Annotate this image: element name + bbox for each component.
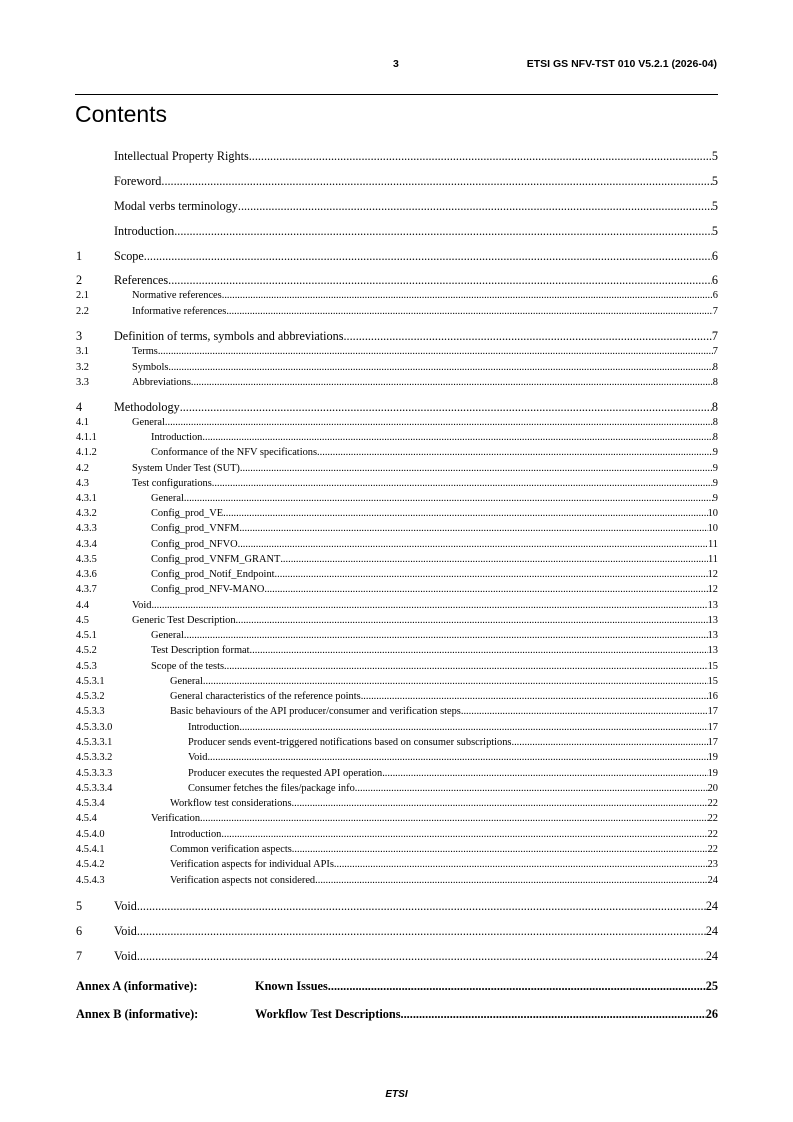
toc-entry-title: Symbols xyxy=(132,362,169,373)
toc-entry[interactable] xyxy=(76,662,718,672)
toc-entry-number: 4.3.1 xyxy=(76,493,97,504)
toc-dot-leader xyxy=(238,540,708,550)
toc-dot-leader xyxy=(168,363,712,373)
toc-entry[interactable] xyxy=(76,692,718,702)
header-rule xyxy=(75,94,718,95)
toc-entry[interactable] xyxy=(76,433,718,443)
toc-entry[interactable] xyxy=(76,570,718,580)
toc-dot-leader xyxy=(180,401,712,413)
toc-entry-number: 4.3 xyxy=(76,478,89,489)
toc-entry-title: Intellectual Property Rights xyxy=(114,149,249,163)
toc-dot-leader xyxy=(240,464,713,474)
toc-entry-title: Basic behaviours of the API producer/consumer and verification steps xyxy=(170,706,461,717)
toc-entry[interactable] xyxy=(76,494,718,504)
toc-entry[interactable] xyxy=(76,677,718,687)
toc-entry-title: Introduction xyxy=(170,829,222,840)
toc-entry-number: 4.5.3.4 xyxy=(76,798,105,809)
toc-entry-number: 4.5.3.3.3 xyxy=(76,768,113,779)
toc-entry-title: Void xyxy=(114,949,137,963)
toc-entry-number: 4.5.4.1 xyxy=(76,844,105,855)
toc-dot-leader xyxy=(224,662,708,672)
toc-entry-page: 22 xyxy=(707,829,718,840)
toc-entry-title: General xyxy=(151,493,184,504)
toc-dot-leader xyxy=(184,494,713,504)
toc-dot-leader xyxy=(223,509,707,519)
toc-entry-number: 4.5.4.3 xyxy=(76,875,105,886)
toc-entry[interactable] xyxy=(76,175,718,187)
toc-entry-title: Workflow Test Descriptions xyxy=(255,1007,401,1021)
toc-entry[interactable] xyxy=(76,448,718,458)
toc-entry-title: Common verification aspects xyxy=(170,844,292,855)
toc-entry-number: Annex B (informative): xyxy=(76,1007,199,1021)
toc-entry-title: Terms xyxy=(132,346,158,357)
toc-entry[interactable] xyxy=(76,950,718,962)
toc-entry-page: 9 xyxy=(712,463,718,474)
toc-entry[interactable] xyxy=(76,616,718,626)
toc-dot-leader xyxy=(292,799,708,809)
toc-entry-number: 2 xyxy=(76,273,83,287)
toc-dot-leader xyxy=(334,860,708,870)
toc-entry-title: Introduction xyxy=(151,432,203,443)
toc-entry-page: 5 xyxy=(711,149,718,163)
toc-dot-leader xyxy=(202,433,712,443)
toc-entry[interactable] xyxy=(76,585,718,595)
toc-dot-leader xyxy=(238,200,712,212)
toc-dot-leader xyxy=(158,347,713,357)
toc-entry-number: 4.5.3.3.0 xyxy=(76,722,113,733)
toc-entry[interactable] xyxy=(76,646,718,656)
toc-entry-number: 3 xyxy=(76,329,83,343)
toc-entry[interactable] xyxy=(76,1008,718,1020)
toc-entry-number: 4.3.2 xyxy=(76,508,97,519)
toc-entry-title: Methodology xyxy=(114,400,180,414)
toc-entry-title: Test configurations xyxy=(132,478,212,489)
toc-dot-leader xyxy=(328,980,706,992)
toc-entry-title: Introduction xyxy=(188,722,240,733)
toc-entry-page: 24 xyxy=(705,949,718,963)
toc-entry-number: 4.5.3.3.4 xyxy=(76,783,113,794)
toc-entry-page: 15 xyxy=(707,661,718,672)
toc-entry-page: 9 xyxy=(712,493,718,504)
toc-entry-number: 4.5.3 xyxy=(76,661,97,672)
toc-entry-title: Config_prod_VE xyxy=(151,508,224,519)
toc-entry[interactable] xyxy=(76,830,718,840)
toc-entry[interactable] xyxy=(76,150,718,162)
toc-dot-leader xyxy=(212,479,713,489)
toc-entry[interactable] xyxy=(76,900,718,912)
toc-entry-number: 2.2 xyxy=(76,306,89,317)
toc-entry-number: 4.5.3.3 xyxy=(76,706,105,717)
toc-entry[interactable] xyxy=(76,401,718,413)
toc-entry-page: 24 xyxy=(705,899,718,913)
toc-entry[interactable] xyxy=(76,860,718,870)
toc-dot-leader xyxy=(382,769,707,779)
toc-entry[interactable] xyxy=(76,274,718,286)
toc-entry-title: General xyxy=(170,676,203,687)
toc-entry[interactable] xyxy=(76,601,718,611)
toc-entry-title: General characteristics of the reference points xyxy=(170,691,361,702)
toc-entry-title: Test Description format xyxy=(151,645,250,656)
toc-entry-page: 13 xyxy=(707,645,718,656)
toc-entry-number: 4.5.3.3.2 xyxy=(76,752,113,763)
toc-dot-leader xyxy=(511,738,707,748)
toc-entry-title: Abbreviations xyxy=(132,377,191,388)
toc-entry[interactable] xyxy=(76,347,718,357)
toc-entry-page: 25 xyxy=(705,979,718,993)
toc-entry-page: 6 xyxy=(711,273,718,287)
toc-entry[interactable] xyxy=(76,540,718,550)
toc-dot-leader xyxy=(355,784,708,794)
toc-entry-title: Void xyxy=(114,899,137,913)
toc-dot-leader xyxy=(226,307,712,317)
toc-entry-title: Conformance of the NFV specifications xyxy=(151,447,318,458)
toc-dot-leader xyxy=(144,250,712,262)
toc-entry-page: 17 xyxy=(707,706,718,717)
toc-entry-title: General xyxy=(151,630,184,641)
toc-entry-number: 4.5.1 xyxy=(76,630,97,641)
toc-entry-number: 4.4 xyxy=(76,600,89,611)
toc-entry-title: Scope of the tests xyxy=(151,661,225,672)
toc-entry[interactable] xyxy=(76,769,718,779)
toc-dot-leader xyxy=(236,616,708,626)
toc-entry[interactable] xyxy=(76,418,718,428)
toc-entry-page: 26 xyxy=(705,1007,718,1021)
toc-entry[interactable] xyxy=(76,631,718,641)
toc-entry-title: General xyxy=(132,417,165,428)
toc-entry-page: 19 xyxy=(707,752,718,763)
toc-dot-leader xyxy=(222,291,713,301)
toc-entry-page: 8 xyxy=(712,377,718,388)
toc-entry-title: Verification xyxy=(151,813,201,824)
toc-entry-number: 1 xyxy=(76,249,83,263)
toc-entry-page: 15 xyxy=(707,676,718,687)
toc-entry-page: 22 xyxy=(707,844,718,855)
footer-publisher: ETSI xyxy=(385,1089,408,1100)
toc-entry-title: Void xyxy=(188,752,208,763)
toc-entry-page: 9 xyxy=(712,447,718,458)
toc-entry-title: Informative references xyxy=(132,306,227,317)
toc-entry-number: 4 xyxy=(76,400,83,414)
toc-entry-page: 24 xyxy=(705,924,718,938)
toc-entry-page: 17 xyxy=(707,737,718,748)
toc-entry[interactable] xyxy=(76,291,718,301)
toc-dot-leader xyxy=(239,524,707,534)
toc-entry-page: 8 xyxy=(712,417,718,428)
toc-entry-page: 5 xyxy=(711,224,718,238)
toc-entry-page: 8 xyxy=(711,400,718,414)
toc-entry-page: 12 xyxy=(707,584,718,595)
toc-entry-page: 8 xyxy=(712,362,718,373)
toc-entry-number: 4.5.4.0 xyxy=(76,829,105,840)
toc-entry[interactable] xyxy=(76,707,718,717)
toc-entry-number: 4.5.3.1 xyxy=(76,676,105,687)
toc-entry-number: Annex A (informative): xyxy=(76,979,198,993)
toc-entry-title: Workflow test considerations xyxy=(170,798,292,809)
toc-entry-page: 7 xyxy=(711,329,718,343)
toc-entry-number: 3.2 xyxy=(76,362,89,373)
toc-dot-leader xyxy=(461,707,708,717)
toc-entry[interactable] xyxy=(76,509,718,519)
toc-entry-number: 4.3.4 xyxy=(76,539,97,550)
toc-entry-title: Verification aspects not considered xyxy=(170,875,316,886)
toc-entry[interactable] xyxy=(76,925,718,937)
toc-dot-leader xyxy=(200,814,708,824)
toc-entry[interactable] xyxy=(76,814,718,824)
toc-entry-title: Scope xyxy=(114,249,144,263)
toc-entry-title: Config_prod_Notif_Endpoint xyxy=(151,569,275,580)
toc-entry-title: Known Issues xyxy=(255,979,328,993)
toc-dot-leader xyxy=(137,950,706,962)
toc-entry-title: Normative references xyxy=(132,290,222,301)
toc-entry[interactable] xyxy=(76,980,718,992)
toc-entry-title: References xyxy=(114,273,169,287)
toc-dot-leader xyxy=(239,723,707,733)
toc-entry-page: 19 xyxy=(707,768,718,779)
toc-dot-leader xyxy=(221,830,707,840)
toc-entry-page: 5 xyxy=(711,174,718,188)
toc-dot-leader xyxy=(203,677,708,687)
toc-dot-leader xyxy=(344,330,712,342)
toc-entry[interactable] xyxy=(76,524,718,534)
toc-entry[interactable] xyxy=(76,479,718,489)
toc-entry-title: Producer executes the requested API operation xyxy=(188,768,383,779)
toc-entry[interactable] xyxy=(76,378,718,388)
toc-entry-page: 11 xyxy=(707,554,718,565)
toc-entry-page: 11 xyxy=(707,539,718,550)
toc-entry-title: Verification aspects for individual APIs xyxy=(170,859,334,870)
toc-entry[interactable] xyxy=(76,753,718,763)
toc-entry-number: 7 xyxy=(76,949,83,963)
toc-entry-number: 5 xyxy=(76,899,83,913)
toc-entry[interactable] xyxy=(76,464,718,474)
toc-entry-number: 4.1.1 xyxy=(76,432,97,443)
toc-entry-title: Config_prod_VNFM xyxy=(151,523,240,534)
toc-entry-title: Config_prod_VNFM_GRANT xyxy=(151,554,281,565)
toc-entry-number: 4.3.7 xyxy=(76,584,97,595)
toc-entry[interactable] xyxy=(76,738,718,748)
toc-entry[interactable] xyxy=(76,784,718,794)
toc-entry-page: 13 xyxy=(707,600,718,611)
toc-entry-page: 5 xyxy=(711,199,718,213)
toc-entry[interactable] xyxy=(76,555,718,565)
document-identifier: ETSI GS NFV-TST 010 V5.2.1 (2026-04) xyxy=(526,58,717,70)
toc-entry-title: Producer sends event-triggered notifications based on consumer subscriptions xyxy=(188,737,512,748)
toc-entry-number: 4.3.5 xyxy=(76,554,97,565)
toc-entry-page: 16 xyxy=(707,691,718,702)
toc-dot-leader xyxy=(165,418,713,428)
toc-entry-title: Void xyxy=(132,600,152,611)
toc-entry-page: 10 xyxy=(707,508,718,519)
toc-entry-title: System Under Test (SUT) xyxy=(132,463,240,474)
toc-entry-page: 22 xyxy=(707,813,718,824)
contents-heading: Contents xyxy=(75,101,168,127)
toc-entry-number: 2.1 xyxy=(76,290,89,301)
toc-dot-leader xyxy=(249,150,712,162)
toc-entry-page: 12 xyxy=(707,569,718,580)
toc-dot-leader xyxy=(137,900,706,912)
toc-entry-title: Foreword xyxy=(114,174,162,188)
toc-entry-title: Config_prod_NFV-MANO xyxy=(151,584,265,595)
toc-entry-page: 9 xyxy=(712,478,718,489)
toc-dot-leader xyxy=(161,175,712,187)
toc-dot-leader xyxy=(174,225,712,237)
toc-dot-leader xyxy=(191,378,713,388)
toc-entry-number: 4.5.4 xyxy=(76,813,97,824)
page-number: 3 xyxy=(393,58,399,70)
toc-entry[interactable] xyxy=(76,307,718,317)
toc-entry-number: 4.5.3.3.1 xyxy=(76,737,113,748)
toc-entry-number: 4.5 xyxy=(76,615,89,626)
toc-entry-number: 4.5.2 xyxy=(76,645,97,656)
toc-entry-title: Void xyxy=(114,924,137,938)
toc-dot-leader xyxy=(207,753,707,763)
toc-entry-page: 8 xyxy=(712,432,718,443)
toc-entry-number: 4.5.3.2 xyxy=(76,691,105,702)
toc-entry-page: 24 xyxy=(707,875,718,886)
toc-entry-page: 22 xyxy=(707,798,718,809)
toc-entry[interactable] xyxy=(76,200,718,212)
toc-entry-title: Consumer fetches the files/package info xyxy=(188,783,355,794)
toc-dot-leader xyxy=(151,601,707,611)
toc-entry-page: 7 xyxy=(712,346,718,357)
toc-entry[interactable] xyxy=(76,876,718,886)
toc-dot-leader xyxy=(280,555,708,565)
toc-entry[interactable] xyxy=(76,250,718,262)
toc-dot-leader xyxy=(137,925,706,937)
toc-entry-number: 6 xyxy=(76,924,83,938)
toc-dot-leader xyxy=(401,1008,706,1020)
toc-entry[interactable] xyxy=(76,799,718,809)
toc-entry[interactable] xyxy=(76,845,718,855)
toc-entry-page: 17 xyxy=(707,722,718,733)
toc-entry[interactable] xyxy=(76,723,718,733)
toc-entry-page: 7 xyxy=(712,306,718,317)
toc-entry[interactable] xyxy=(76,363,718,373)
toc-dot-leader xyxy=(184,631,708,641)
toc-dot-leader xyxy=(264,585,707,595)
toc-dot-leader xyxy=(292,845,708,855)
toc-entry-title: Introduction xyxy=(114,224,175,238)
toc-dot-leader xyxy=(250,646,708,656)
toc-entry-number: 4.1 xyxy=(76,417,89,428)
toc-entry-title: Modal verbs terminology xyxy=(114,199,238,213)
toc-entry[interactable] xyxy=(76,225,718,237)
toc-entry-page: 6 xyxy=(712,290,718,301)
toc-entry-page: 23 xyxy=(707,859,718,870)
toc-entry-title: Config_prod_NFVO xyxy=(151,539,238,550)
toc-dot-leader xyxy=(168,274,712,286)
toc-entry-title: Generic Test Description xyxy=(132,615,236,626)
toc-entry-page: 13 xyxy=(707,630,718,641)
toc-entry-number: 4.1.2 xyxy=(76,447,97,458)
toc-entry-page: 20 xyxy=(707,783,718,794)
toc-entry-title: Definition of terms, symbols and abbreviations xyxy=(114,329,344,343)
toc-entry[interactable] xyxy=(76,330,718,342)
toc-entry-page: 13 xyxy=(707,615,718,626)
toc-entry-number: 4.2 xyxy=(76,463,89,474)
toc-entry-number: 4.3.6 xyxy=(76,569,97,580)
toc-dot-leader xyxy=(317,448,713,458)
toc-dot-leader xyxy=(275,570,708,580)
toc-entry-number: 3.3 xyxy=(76,377,89,388)
toc-entry-page: 6 xyxy=(711,249,718,263)
toc-entry-number: 4.3.3 xyxy=(76,523,97,534)
toc-entry-number: 4.5.4.2 xyxy=(76,859,105,870)
toc-dot-leader xyxy=(315,876,707,886)
toc-entry-page: 10 xyxy=(707,523,718,534)
toc-dot-leader xyxy=(361,692,708,702)
toc-entry-number: 3.1 xyxy=(76,346,89,357)
